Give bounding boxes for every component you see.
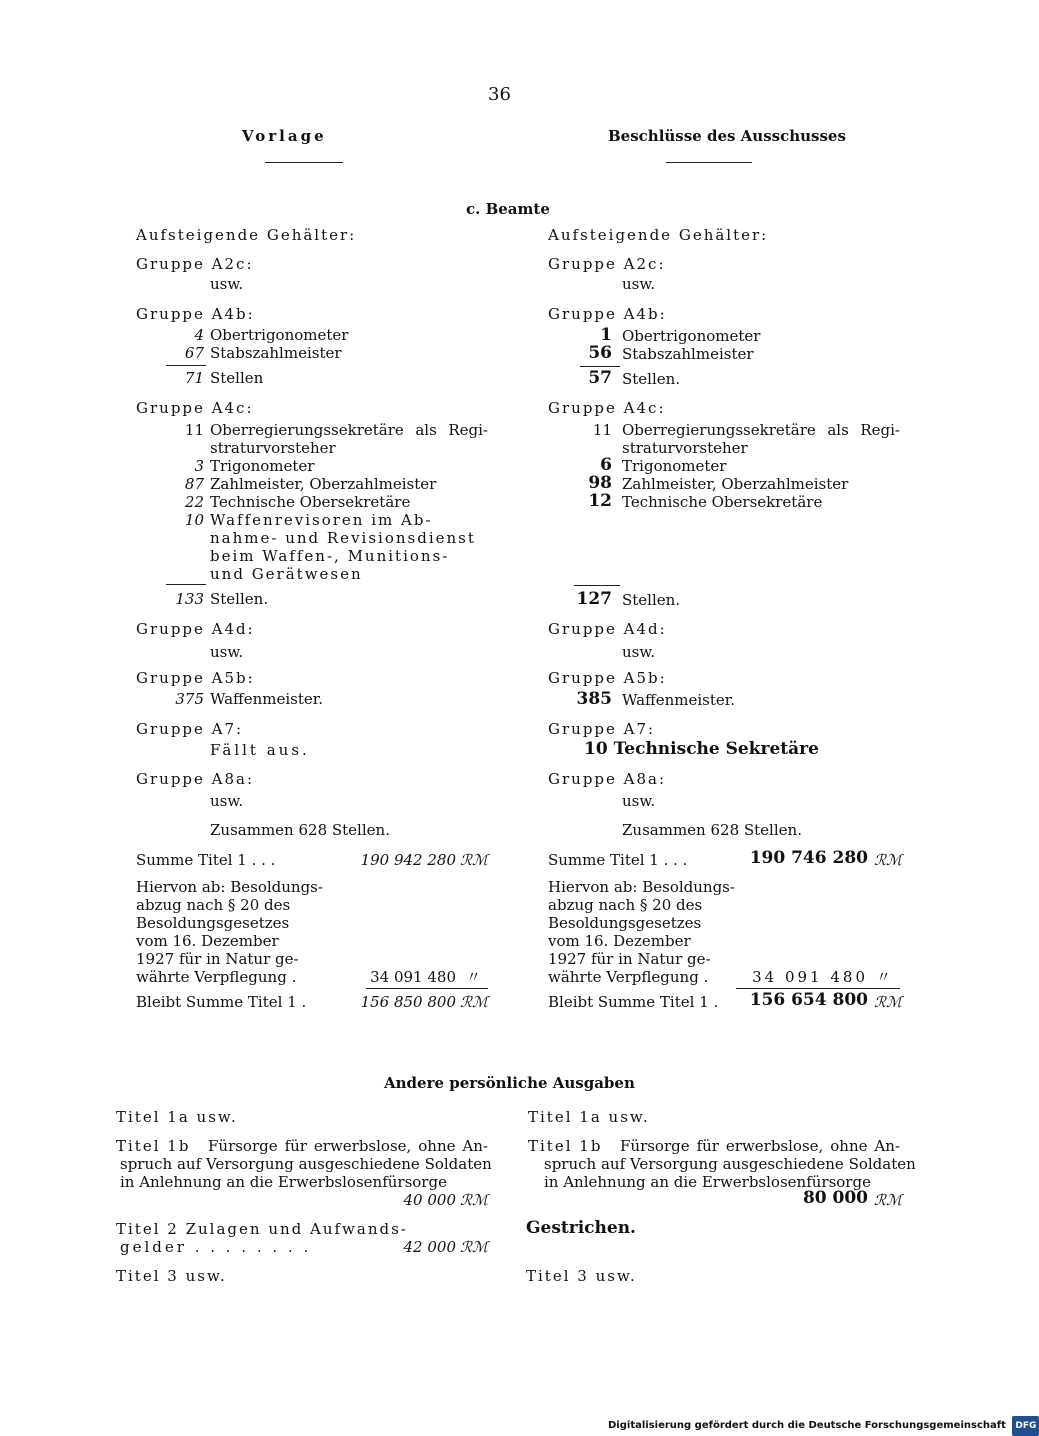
heading-aufsteigende: Aufsteigende Gehälter:: [548, 226, 769, 244]
currency-unit: ℛℳ: [460, 851, 489, 869]
sum-rule: [166, 365, 206, 366]
position-label: Waffenmeister.: [622, 691, 736, 709]
position-label: Obertrigonometer: [210, 326, 349, 344]
currency-unit: ℛℳ: [874, 993, 903, 1011]
heading-aufsteigende: Aufsteigende Gehälter:: [136, 226, 357, 244]
titel-2-text: Titel 2 Zulagen und Aufwands-: [116, 1220, 408, 1238]
section-title-andere-ausgaben: Andere persönliche Ausgaben: [384, 1074, 635, 1092]
hiervon-text: währte Verpflegung .: [136, 968, 297, 986]
group-a7-label: Gruppe A7:: [136, 720, 244, 738]
titel-1b-value: 40 000: [403, 1191, 456, 1209]
position-label: Stabszahlmeister: [210, 344, 342, 362]
right-header-rule: [666, 162, 752, 163]
count-value: 375: [175, 690, 204, 708]
dfg-logo: DFG: [1012, 1416, 1039, 1436]
group-a8a-label: Gruppe A8a:: [136, 770, 255, 788]
titel-1b-text: in Anlehnung an die Erwerbslosenfürsorge: [544, 1173, 871, 1191]
faellt-aus-text: Fällt aus.: [210, 741, 310, 759]
usw-text: usw.: [622, 643, 656, 661]
count-value: 3: [194, 457, 204, 475]
titel-1b-label: Titel 1b: [116, 1137, 191, 1155]
hiervon-text: Besoldungsgesetzes: [136, 914, 290, 932]
titel-1b-text: spruch auf Versorgung ausgeschiedene Soldaten: [120, 1155, 492, 1173]
footer-credit: [608, 1416, 1039, 1436]
usw-text: usw.: [622, 792, 656, 810]
total-value: 133: [175, 590, 204, 608]
position-label: Oberregierungssekretäre als Regi-: [622, 421, 900, 439]
currency-unit: ℛℳ: [460, 1238, 489, 1256]
group-a2c-label: Gruppe A2c:: [136, 255, 254, 273]
position-label-cont: nahme- und Revisionsdienst: [210, 529, 476, 547]
total-value: 127: [576, 589, 612, 609]
usw-text: usw.: [210, 792, 244, 810]
titel-1b-text: Fürsorge für erwerbslose, ohne An-: [620, 1137, 900, 1155]
total-value: 71: [184, 369, 204, 387]
summe-label: Summe Titel 1 . . .: [548, 851, 688, 869]
position-label-cont: straturvorsteher: [210, 439, 336, 457]
position-label: Technische Obersekretäre: [622, 493, 823, 511]
count-value: 10: [184, 511, 204, 529]
titel-2-text: gelder . . . . . . . .: [120, 1238, 312, 1256]
count-value: 67: [184, 344, 204, 362]
summe-value: 190 746 280: [749, 848, 868, 868]
position-label: Oberregierungssekretäre als Regi-: [210, 421, 488, 439]
count-value: 87: [184, 475, 204, 493]
group-a4c-label: Gruppe A4c:: [136, 399, 254, 417]
bleibt-value: 156 654 800: [749, 990, 868, 1010]
footer-text: Digitalisierung gefördert durch die Deutsche Forschungsgemeinschaft: [608, 1420, 1006, 1431]
group-a8a-label: Gruppe A8a:: [548, 770, 667, 788]
count-value: 6: [600, 455, 612, 475]
count-value: 11: [184, 421, 204, 439]
titel-2-value: 42 000: [403, 1238, 456, 1256]
titel-1b-text: in Anlehnung an die Erwerbslosenfürsorge: [120, 1173, 447, 1191]
group-a7-label: Gruppe A7:: [548, 720, 656, 738]
count-value: 56: [588, 343, 612, 363]
position-label: Trigonometer: [622, 457, 727, 475]
bleibt-value: 156 850 800: [360, 993, 456, 1011]
page-number: 36: [488, 84, 511, 105]
left-column-header: Vorlage: [242, 127, 327, 145]
position-label-cont: beim Waffen-, Munitions-: [210, 547, 450, 565]
ditto-mark: 〃: [466, 968, 482, 986]
titel-1b-text: Fürsorge für erwerbslose, ohne An-: [208, 1137, 488, 1155]
group-a5b-label: Gruppe A5b:: [136, 669, 255, 687]
group-a5b-label: Gruppe A5b:: [548, 669, 667, 687]
usw-text: usw.: [210, 643, 244, 661]
zusammen-text: Zusammen 628 Stellen.: [210, 821, 390, 839]
sum-rule: [574, 585, 620, 586]
hiervon-text: Besoldungsgesetzes: [548, 914, 702, 932]
count-value: 1: [600, 325, 612, 345]
titel-1b-label: Titel 1b: [528, 1137, 603, 1155]
currency-unit: ℛℳ: [460, 1191, 489, 1209]
stellen-label: Stellen.: [622, 370, 681, 388]
sum-rule: [166, 584, 206, 585]
hiervon-text: abzug nach § 20 des: [548, 896, 703, 914]
titel-1b-value: 80 000: [802, 1188, 868, 1208]
titel-3-text: Titel 3 usw.: [116, 1267, 227, 1285]
gestrichen-text: Gestrichen.: [526, 1218, 636, 1238]
hiervon-text: Hiervon ab: Besoldungs-: [548, 878, 735, 896]
hiervon-text: währte Verpflegung .: [548, 968, 709, 986]
right-column-header: Beschlüsse des Ausschusses: [608, 127, 846, 145]
hiervon-text: vom 16. Dezember: [136, 932, 279, 950]
group-a4d-label: Gruppe A4d:: [136, 620, 255, 638]
section-title-beamte: c. Beamte: [466, 200, 550, 218]
position-label: Stabszahlmeister: [622, 345, 754, 363]
total-value: 57: [588, 368, 612, 388]
count-value: 4: [194, 326, 204, 344]
stellen-label: Stellen.: [210, 590, 269, 608]
sum-rule: [580, 366, 620, 367]
position-label-cont: und Gerätwesen: [210, 565, 363, 583]
hiervon-text: 1927 für in Natur ge-: [548, 950, 711, 968]
position-label-cont: straturvorsteher: [622, 439, 748, 457]
sum-rule: [736, 988, 900, 989]
sum-rule: [366, 988, 488, 989]
titel-1b-text: spruch auf Versorgung ausgeschiedene Soldaten: [544, 1155, 916, 1173]
hiervon-text: Hiervon ab: Besoldungs-: [136, 878, 323, 896]
abzug-value: 34 091 480: [752, 968, 868, 986]
currency-unit: ℛℳ: [874, 1191, 903, 1209]
zusammen-text: Zusammen 628 Stellen.: [622, 821, 802, 839]
usw-text: usw.: [622, 275, 656, 293]
count-value: 12: [588, 491, 612, 511]
currency-unit: ℛℳ: [460, 993, 489, 1011]
bleibt-label: Bleibt Summe Titel 1 .: [136, 993, 307, 1011]
currency-unit: ℛℳ: [874, 851, 903, 869]
left-header-rule: [265, 162, 343, 163]
position-label: Zahlmeister, Oberzahlmeister: [622, 475, 849, 493]
stellen-label: Stellen.: [622, 591, 681, 609]
hiervon-text: vom 16. Dezember: [548, 932, 691, 950]
hiervon-text: abzug nach § 20 des: [136, 896, 291, 914]
group-a4b-label: Gruppe A4b:: [136, 305, 255, 323]
titel-1a-text: Titel 1a usw.: [528, 1108, 650, 1126]
position-label: Trigonometer: [210, 457, 315, 475]
count-value: 98: [588, 473, 612, 493]
count-value: 22: [184, 493, 204, 511]
technische-sekretaere-text: 10 Technische Sekretäre: [584, 739, 819, 759]
abzug-value: 34 091 480: [370, 968, 456, 986]
ditto-mark: 〃: [876, 968, 892, 986]
position-label: Waffenrevisoren im Ab-: [210, 511, 433, 529]
group-a4b-label: Gruppe A4b:: [548, 305, 667, 323]
group-a2c-label: Gruppe A2c:: [548, 255, 666, 273]
bleibt-label: Bleibt Summe Titel 1 .: [548, 993, 719, 1011]
position-label: Zahlmeister, Oberzahlmeister: [210, 475, 437, 493]
hiervon-text: 1927 für in Natur ge-: [136, 950, 299, 968]
group-a4d-label: Gruppe A4d:: [548, 620, 667, 638]
position-label: Obertrigonometer: [622, 327, 761, 345]
titel-1a-text: Titel 1a usw.: [116, 1108, 238, 1126]
usw-text: usw.: [210, 275, 244, 293]
stellen-label: Stellen: [210, 369, 264, 387]
count-value: 11: [592, 421, 612, 439]
count-value: 385: [576, 689, 612, 709]
titel-3-text: Titel 3 usw.: [526, 1267, 637, 1285]
summe-label: Summe Titel 1 . . .: [136, 851, 276, 869]
position-label: Waffenmeister.: [210, 690, 324, 708]
group-a4c-label: Gruppe A4c:: [548, 399, 666, 417]
summe-value: 190 942 280: [360, 851, 456, 869]
position-label: Technische Obersekretäre: [210, 493, 411, 511]
